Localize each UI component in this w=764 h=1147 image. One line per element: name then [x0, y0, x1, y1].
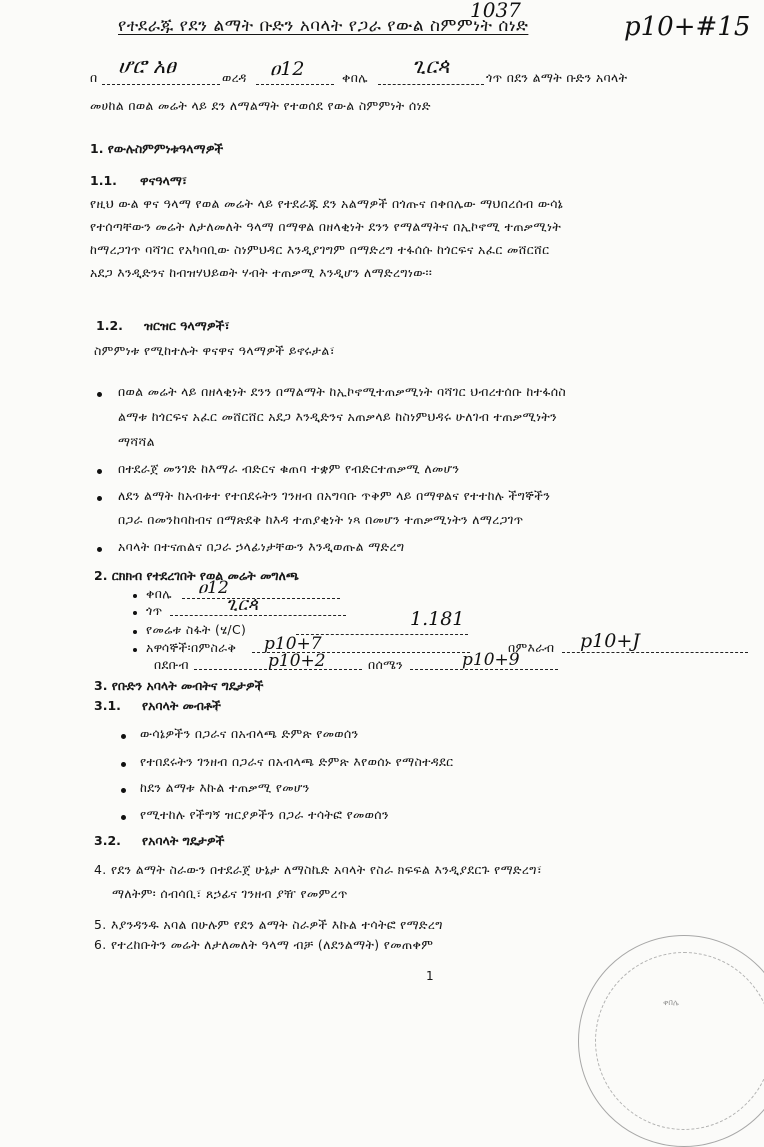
- subsection-1-1-number: 1.1.: [90, 173, 117, 188]
- official-stamp: [578, 935, 764, 1147]
- subsection-1-2-number: 1.2.: [96, 318, 123, 333]
- paragraph-line: የተሰጣቸውን መሬት ለታለመለት ዓላማ በማዋል በዘላቂነት ደንን የማልማትና በኢኮኖሚ ተጠቃሚነት: [90, 219, 562, 234]
- section-3-heading: 3. የቡድን አባላት መብትና ግዴታዎች: [94, 678, 264, 693]
- handwritten-code: p10+#15: [624, 12, 751, 42]
- intro-name-line: [102, 84, 220, 85]
- list-item: አባላት በተናጠልና በጋራ ኃላፊነታቸውን እንዲወጡል ማድረግ: [118, 539, 405, 554]
- bullet: [121, 788, 126, 793]
- area-value: 1.181: [410, 608, 465, 630]
- list-item: የተበደሩትን ገንዘብ በጋራና በአብላጫ ድምጽ እየወሰኑ የማስተዳደር: [140, 754, 454, 769]
- subsection-3-2-title: የአባላት ግዴታዎች: [142, 833, 225, 848]
- list-item-continuation: በጋራ በመንከባከብና በማጽደቅ ከእዳ ተጠያቂነት ነጻ በመሆን ተጠቃሚነትን ለማረጋገጥ: [118, 512, 524, 527]
- bullet: [133, 630, 137, 634]
- bullet: [97, 392, 102, 397]
- list-item: ለደን ልማት ከአብቱተ የተበደሩትን ገንዘብ በአግባቡ ጥቅም ላይ በማዋልና የተተከሉ ችግኞችን: [118, 488, 551, 503]
- north-label: በሰሜን: [368, 657, 404, 672]
- bullet: [121, 815, 126, 820]
- document-title: የተደራጁ የደን ልማት ቡድን አባላት የጋራ የውል ስምምነት ሰነድ: [118, 16, 529, 36]
- list-item: የሚተከሉ የችግኝ ዝርያዎችን በጋራ ተሳትፎ የመወሰን: [140, 807, 389, 822]
- subsection-3-1-title: የአባላት መብቶች: [142, 698, 221, 713]
- stamp-text: ቀበሌ: [663, 998, 679, 1007]
- section-2-heading: 2. ርክክብ የተደረገበት የወል መሬት መግለጫ: [94, 568, 299, 583]
- kebele-value: ዐ12: [198, 578, 229, 598]
- handwritten-number: 1037: [470, 0, 521, 22]
- list-item-continuation: ማሻሻል: [118, 434, 155, 449]
- gott-line: [170, 615, 346, 616]
- section-1-heading: 1. የውሉስምምነቱዓላማዎች: [90, 141, 224, 156]
- intro-line2: መሀከል በወል መሬት ላይ ደን ለማልማት የተወሰደ የውል ስምምነት ሰነድ: [90, 98, 431, 113]
- subsection-3-2-number: 3.2.: [94, 833, 121, 848]
- intro-kebele-label: ቀበሌ: [342, 70, 368, 85]
- gott-value: ጊርጳ: [226, 594, 259, 615]
- list-item: ውሳኔዎችን በጋራና በአብላጫ ድምጽ የመወሰን: [140, 726, 359, 741]
- kebele-label: ቀበሌ: [146, 586, 172, 601]
- page-number: 1: [426, 969, 434, 983]
- kebele-line: [182, 598, 340, 599]
- intro-prefix: በ: [90, 70, 98, 85]
- bullet: [121, 734, 126, 739]
- east-label: አዋሳኞች፡በምስራቅ: [146, 640, 237, 655]
- bullet: [133, 611, 137, 615]
- west-label: በምእራብ: [508, 640, 555, 655]
- item-6: 6. የተረከቡትን መሬት ለታለመለት ዓላማ ብቻ (ለደንልማት) የመጠቀም: [94, 937, 434, 952]
- bullet: [133, 648, 137, 652]
- list-item: ከደን ልማቱ እኩል ተጠቃሚ የመሆን: [140, 780, 310, 795]
- item-5: 5. እያንዳንዱ አባል በሁሉም የደን ልማት ስራዎች እኩል ተሳትፎ የማድረግ: [94, 917, 443, 932]
- south-label: በደቡብ: [154, 657, 189, 672]
- intro-handwritten-name: ሆሮ አፀ: [118, 54, 176, 78]
- item-4-line1: 4. የደን ልማት ስራውን በተደራጀ ሁኔታ ለማስኬድ አባላት የስራ ክፍፍል እንዲያደርጉ የማድረግ፣: [94, 862, 543, 877]
- bullet: [97, 469, 102, 474]
- subsection-1-2-intro: ስምምነቱ የሚከተሉት ዋናዋና ዓላማዎች ይኖሩታል፣: [94, 343, 336, 358]
- west-line: [562, 652, 748, 653]
- gott-label: ጎጥ: [146, 603, 163, 618]
- east-value: p10+7: [264, 634, 322, 654]
- item-4-line2: ማለትም፡ ሰብሳቢ፣ ጸኃፊና ገንዘብ ያዥ የመምረጥ: [112, 886, 348, 901]
- list-item-continuation: ልማቱ ከጎርፍና አፈር መሸርሸር አደጋ እንዲድንና አጠቃላይ ከስነምህዳሩ ሁለገብ ተጠቃሚነትን: [118, 409, 558, 424]
- bullet: [97, 547, 102, 552]
- north-value: p10+9: [462, 650, 520, 670]
- paragraph-line: የዚህ ውል ዋና ዓላማ የወል መሬት ላይ የተደራጁ ደን አልማዎች በጎጡና በቀበሌው ማህበረሰብ ውሳኔ: [90, 196, 564, 211]
- bullet: [97, 496, 102, 501]
- subsection-1-1-title: ዋናዓላማ፣: [140, 173, 188, 188]
- intro-line1-tail: ጎጥ በደን ልማት ቡድን አባላት: [486, 70, 628, 85]
- intro-handwritten-kebele: ጊርጳ: [412, 54, 450, 78]
- area-label: የመሬቱ ስፋት (ሄ/C): [146, 622, 247, 637]
- bullet: [133, 594, 137, 598]
- intro-wereda-line: [256, 84, 334, 85]
- bullet: [121, 762, 126, 767]
- west-value: p10+J: [580, 630, 640, 652]
- intro-handwritten-wereda: ዐ12: [270, 58, 305, 80]
- south-value: p10+2: [268, 651, 326, 671]
- list-item: በተደራጀ መንገድ ከእማራ ብድርና ቁጠባ ተቋም የብድርተጠቃሚ ለመሆን: [118, 461, 460, 476]
- intro-kebele-line: [378, 84, 484, 85]
- subsection-1-2-title: ዝርዝር ዓላማዎች፣: [144, 318, 230, 333]
- paragraph-line: ከማረጋገጥ ባሻገር የአካባቢው ስነምህዳር እንዲያገግም በማድረግ ተፋሰሱ ከጎርፍና አፈር መሸርሸር: [90, 242, 550, 257]
- subsection-3-1-number: 3.1.: [94, 698, 121, 713]
- paragraph-line: አደጋ እንዲድንና ከብዝሃህይወት ሃብት ተጠቃሚ እንዲሆን ለማድረግነው፡፡: [90, 265, 433, 280]
- list-item: በወል መሬት ላይ በዘላቂነት ደንን በማልማት ከኢኮኖሚተጠቃሚነት ባሻገር ህብረተሰቡ ከተፋሰስ: [118, 384, 567, 399]
- intro-wereda-label: ወረዳ: [222, 70, 247, 85]
